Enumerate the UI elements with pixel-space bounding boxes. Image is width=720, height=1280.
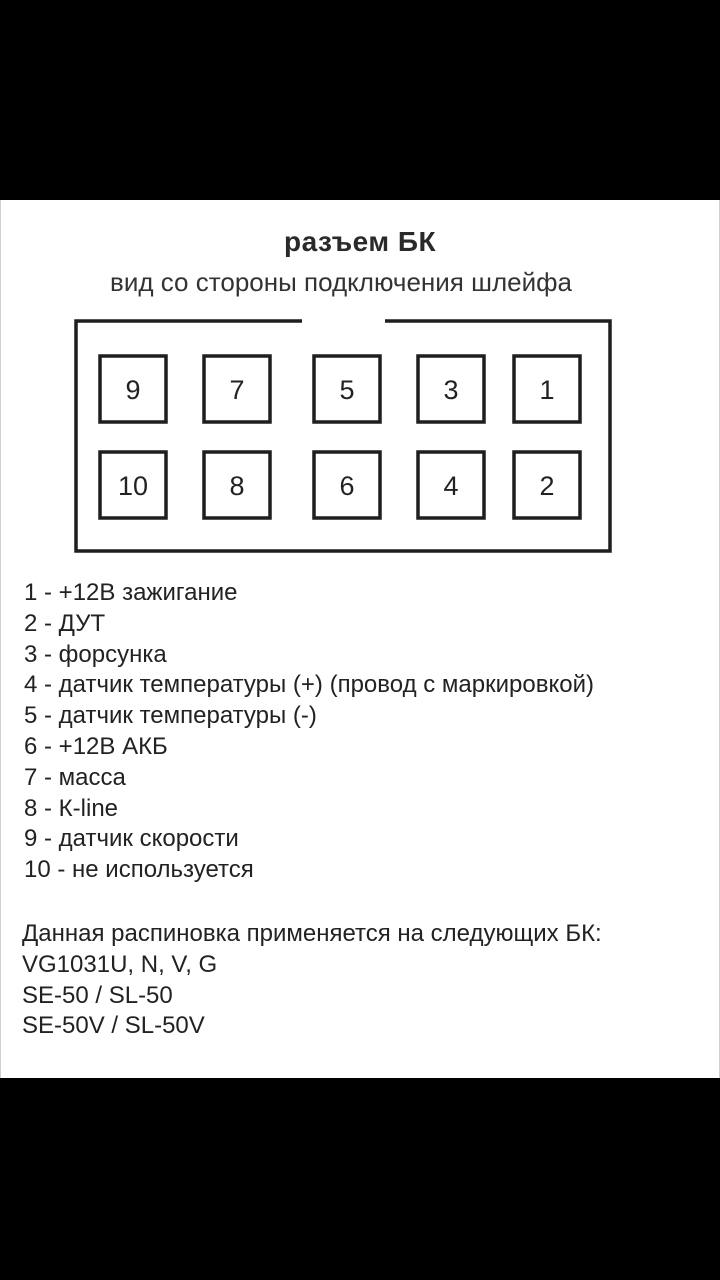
- pin-1-label: 1: [539, 375, 555, 405]
- model-list-item: SE-50 / SL-50: [22, 981, 173, 1009]
- legend-item-pin-6: 6 - +12В АКБ: [24, 732, 168, 760]
- model-list-item: SE-50V / SL-50V: [22, 1012, 205, 1040]
- pin-4-label: 4: [443, 471, 459, 501]
- pin-5-label: 5: [339, 375, 355, 405]
- legend-item-pin-7: 7 - масса: [24, 763, 126, 791]
- legend-item-pin-8: 8 - К-line: [24, 794, 119, 822]
- legend-item-pin-9: 9 - датчик скорости: [24, 825, 239, 853]
- pin-9-label: 9: [125, 375, 141, 405]
- applicability-heading: Данная распиновка применяется на следующих БК:: [22, 920, 602, 947]
- legend-item-pin-4: 4 - датчик температуры (+) (провод с маркировкой): [24, 671, 594, 699]
- diagram-title: разъем БК: [283, 226, 437, 257]
- pin-10-label: 10: [117, 471, 149, 501]
- legend-item-pin-10: 10 - не используется: [24, 856, 254, 884]
- legend-item-pin-5: 5 - датчик температуры (-): [24, 702, 317, 730]
- pin-8-label: 8: [229, 471, 245, 501]
- applicability-note: [22, 919, 602, 1042]
- legend-item-pin-2: 2 - ДУТ: [24, 609, 106, 637]
- diagram-subtitle: вид со стороны подключения шлейфа: [110, 267, 572, 297]
- pinout-legend: [24, 578, 594, 886]
- pin-3-label: 3: [443, 375, 459, 405]
- pin-6-label: 6: [339, 471, 355, 501]
- connector-diagram: [1, 200, 720, 570]
- legend-item-pin-3: 3 - форсунка: [24, 640, 167, 668]
- legend-item-pin-1: 1 - +12В зажигание: [24, 579, 238, 606]
- pinout-sheet: [0, 200, 720, 1078]
- pin-7-label: 7: [229, 375, 245, 405]
- pin-2-label: 2: [539, 471, 555, 501]
- model-list-item: VG1031U, N, V, G: [22, 950, 218, 978]
